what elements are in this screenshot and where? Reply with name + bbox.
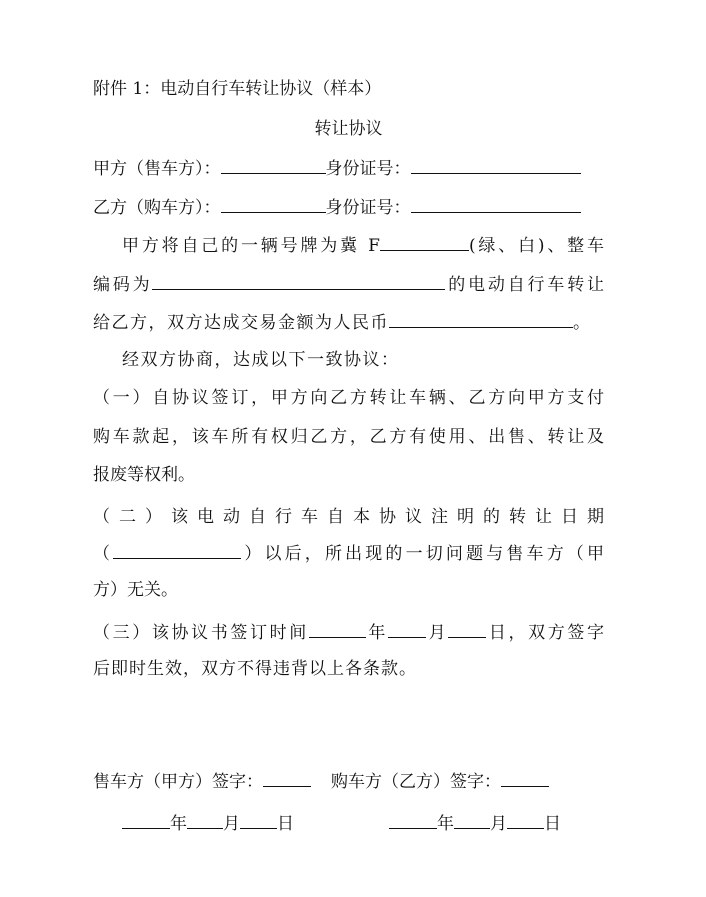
party-b-id-label: 身份证号： [325,198,411,218]
buyer-day-blank[interactable] [507,812,544,829]
text: 日 [277,814,294,834]
para1-line1 [122,234,604,257]
buyer-date-line [389,812,706,835]
sign-month-blank[interactable] [388,621,426,638]
text: 月 [490,814,507,834]
text: 日 [544,814,561,834]
document-heading: 转让协议 [314,119,383,139]
text: 日，双方签字 [486,623,605,643]
text: 年 [365,623,389,643]
text: ）以后，所出现的一切问题与售车方（甲 [241,544,605,564]
party-a-id-label: 身份证号： [325,159,411,179]
sign-year-blank[interactable] [309,621,366,638]
clause3-line2: 后即时生效，双方不得违背以上各条款。 [93,659,417,679]
amount-blank[interactable] [389,311,573,328]
seller-day-blank[interactable] [240,812,277,829]
text: 甲方将自己的一辆号牌为冀 F [122,236,380,256]
text: （三）该协议书签订时间 [93,623,309,643]
frame-number-blank[interactable] [152,273,445,290]
buyer-year-blank[interactable] [389,812,437,829]
party-a-id-blank[interactable] [411,157,581,174]
sign-day-blank[interactable] [448,621,486,638]
seller-year-blank[interactable] [122,812,170,829]
text: 的电动自行车转让 [445,275,605,295]
party-b-line [93,196,604,219]
buyer-month-blank[interactable] [454,812,490,829]
transfer-date-blank[interactable] [113,542,241,559]
party-a-label: 甲方（售车方）： [93,159,221,179]
plate-number-blank[interactable] [380,234,469,251]
party-a-line [93,157,604,180]
party-b-name-blank[interactable] [221,196,326,213]
para1-line2 [93,273,604,296]
clause1-line2: 购车款起，该车所有权归乙方，乙方有使用、出售、转让及 [93,427,604,447]
clause2-line2 [93,542,604,565]
text: （ [93,544,114,564]
clause2-line3: 方）无关。 [93,580,178,600]
text: 月 [426,623,449,643]
party-a-name-blank[interactable] [221,157,326,174]
seller-signature-label: 售车方（甲方）签字： [93,772,263,792]
buyer-signature-blank[interactable] [501,770,549,787]
text: 给乙方，双方达成交易金额为人民币 [93,313,389,333]
seller-month-blank[interactable] [187,812,223,829]
clause2-line1: （二）该电动自行车自本协议注明的转让日期 [93,507,604,527]
clause1-line3: 报废等权利。 [93,465,195,485]
seller-signature-blank[interactable] [263,770,311,787]
attachment-title: 附件 1：电动自行车转让协议（样本） [93,79,382,99]
signature-line [93,770,604,793]
text: 。 [573,313,590,333]
buyer-signature-label: 购车方（乙方）签字： [331,772,501,792]
text: 编码为 [93,275,153,295]
clause1-line1: （一）自协议签订，甲方向乙方转让车辆、乙方向甲方支付 [93,388,604,408]
text: 年 [437,814,454,834]
party-b-id-blank[interactable] [411,196,581,213]
party-b-label: 乙方（购车方）： [93,198,221,218]
text: 年 [170,814,187,834]
text: 月 [223,814,240,834]
clause3-line1 [93,621,604,644]
consensus-line: 经双方协商，达成以下一致协议： [122,350,400,370]
text: (绿、白)、整车 [468,236,605,256]
para1-line3 [93,311,604,334]
